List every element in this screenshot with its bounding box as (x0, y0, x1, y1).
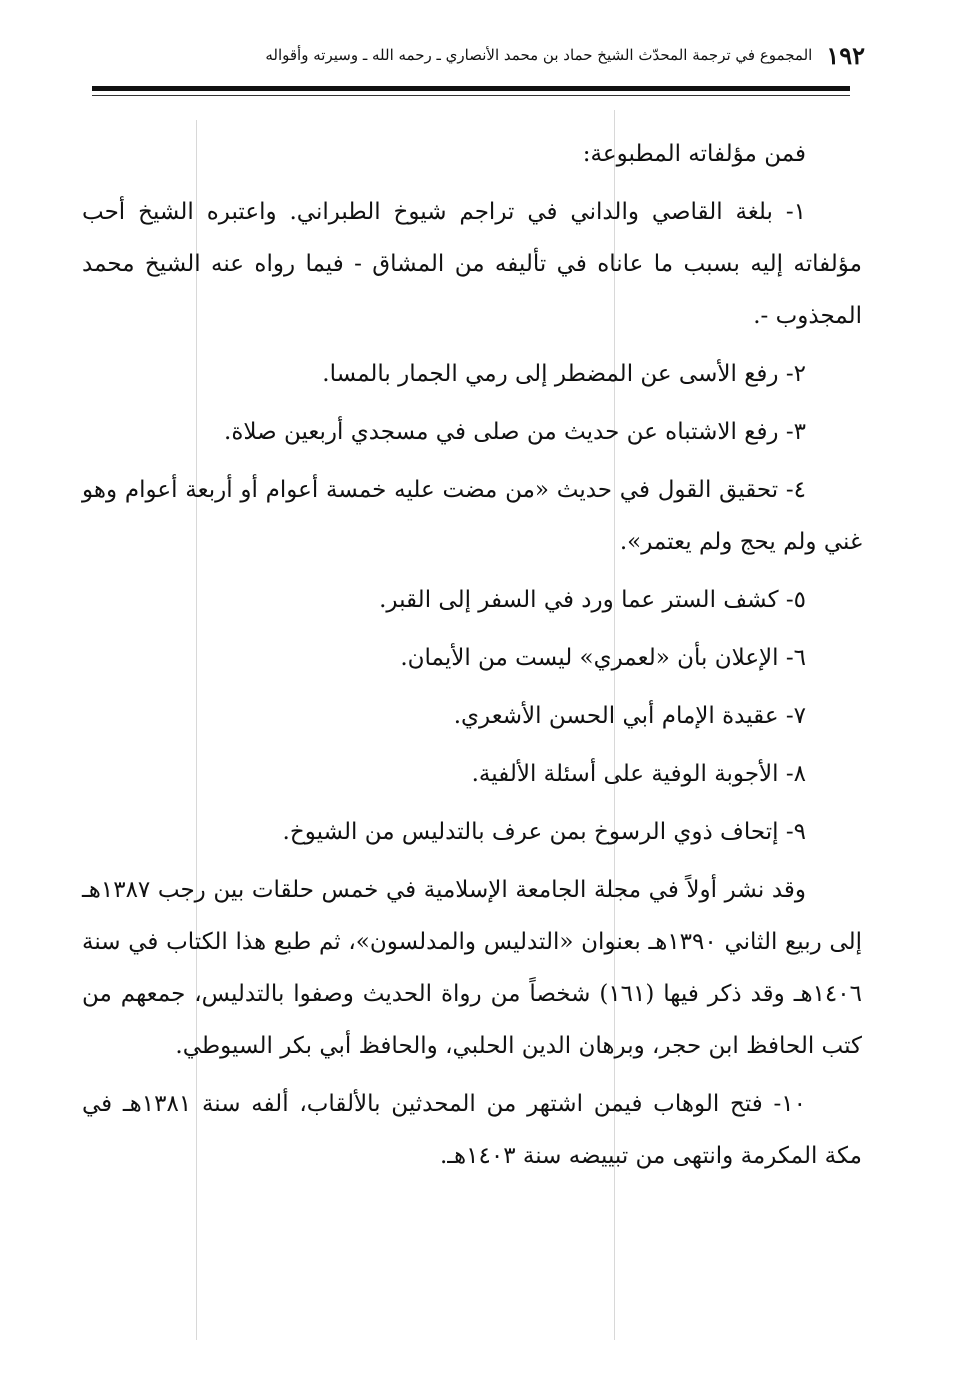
item-number: ٨- (785, 761, 806, 787)
item-number: ٥- (785, 587, 806, 613)
intro-line: فمن مؤلفاته المطبوعة: (582, 141, 806, 167)
list-item (82, 464, 862, 568)
item-text: تحقيق القول في حديث «من مضت عليه خمسة أعوام أو أربعة أعوام وهو غني ولم يحج ولم يعتمر». (82, 477, 862, 555)
item-text: الإعلان بأن «لعمري» ليست من الأيمان. (400, 645, 779, 671)
item-number: ٤- (785, 477, 807, 503)
item-number: ٣- (785, 419, 806, 445)
page-header (175, 38, 865, 72)
list-item (82, 348, 862, 400)
publication-note: وقد نشر أولاً في مجلة الجامعة الإسلامية في خمس حلقات بين رجب ١٣٨٧هـ إلى ربيع الثاني ١٣٩٠هـ بعنوان «التدليس والمدلسون»، ثم طبع هذا الكتاب في سنة ١٤٠٦هـ وقد ذكر فيها (١٦١) شخصاً من رواة الحديث وصفوا بالتدليس، جمعهم من كتب الحافظ ابن حجر، وبرهان الدين الحلبي، والحافظ أبي بكر السيوطي. (82, 877, 863, 1059)
item-text: كشف الستر عما ورد في السفر إلى القبر. (379, 587, 779, 613)
item-number: ١- (785, 199, 807, 225)
list-item (82, 690, 862, 742)
item-text: بلغة القاصي والداني في تراجم شيوخ الطبراني. واعتبره الشيخ أحب مؤلفاته إليه بسبب ما عاناه في تأليفه من المشاق - فيما رواه عنه الشيخ محمد المجذوب -. (82, 199, 862, 329)
item-text: رفع الأسى عن المضطر إلى رمي الجمار بالمسا. (322, 361, 779, 387)
list-item (82, 574, 862, 626)
list-item (82, 186, 862, 342)
page-body (82, 128, 862, 1188)
list-item (82, 632, 862, 684)
header-rule-thin (92, 95, 850, 96)
item-text: فتح الوهاب فيمن اشتهر من المحدثين بالألقاب، ألفه سنة ١٣٨١هـ في مكة المكرمة وانتهى من تبييضه سنة ١٤٠٣هـ. (82, 1091, 862, 1169)
item-text: إتحاف ذوي الرسوخ بمن عرف بالتدليس من الشيوخ. (282, 819, 779, 845)
item-text: رفع الاشتباه عن حديث من صلى في مسجدي أربعين صلاة. (224, 419, 779, 445)
item-number: ٢- (785, 361, 806, 387)
item-text: الأجوبة الوفية على أسئلة الألفية. (471, 761, 779, 787)
page-number: ١٩٢ (826, 40, 865, 70)
item-text: عقيدة الإمام أبي الحسن الأشعري. (453, 703, 779, 729)
item-number: ١٠- (773, 1091, 807, 1117)
item-number: ٩- (785, 819, 806, 845)
item-number: ٧- (785, 703, 806, 729)
list-item (82, 748, 862, 800)
running-title: المجموع في ترجمة المحدّث الشيخ حماد بن محمد الأنصاري ـ رحمه الله ـ وسيرته وأقواله (265, 46, 813, 64)
header-rule-thick (92, 86, 850, 91)
list-item (82, 406, 862, 458)
list-item (82, 1078, 862, 1182)
list-item (82, 806, 862, 858)
item-number: ٦- (785, 645, 806, 671)
